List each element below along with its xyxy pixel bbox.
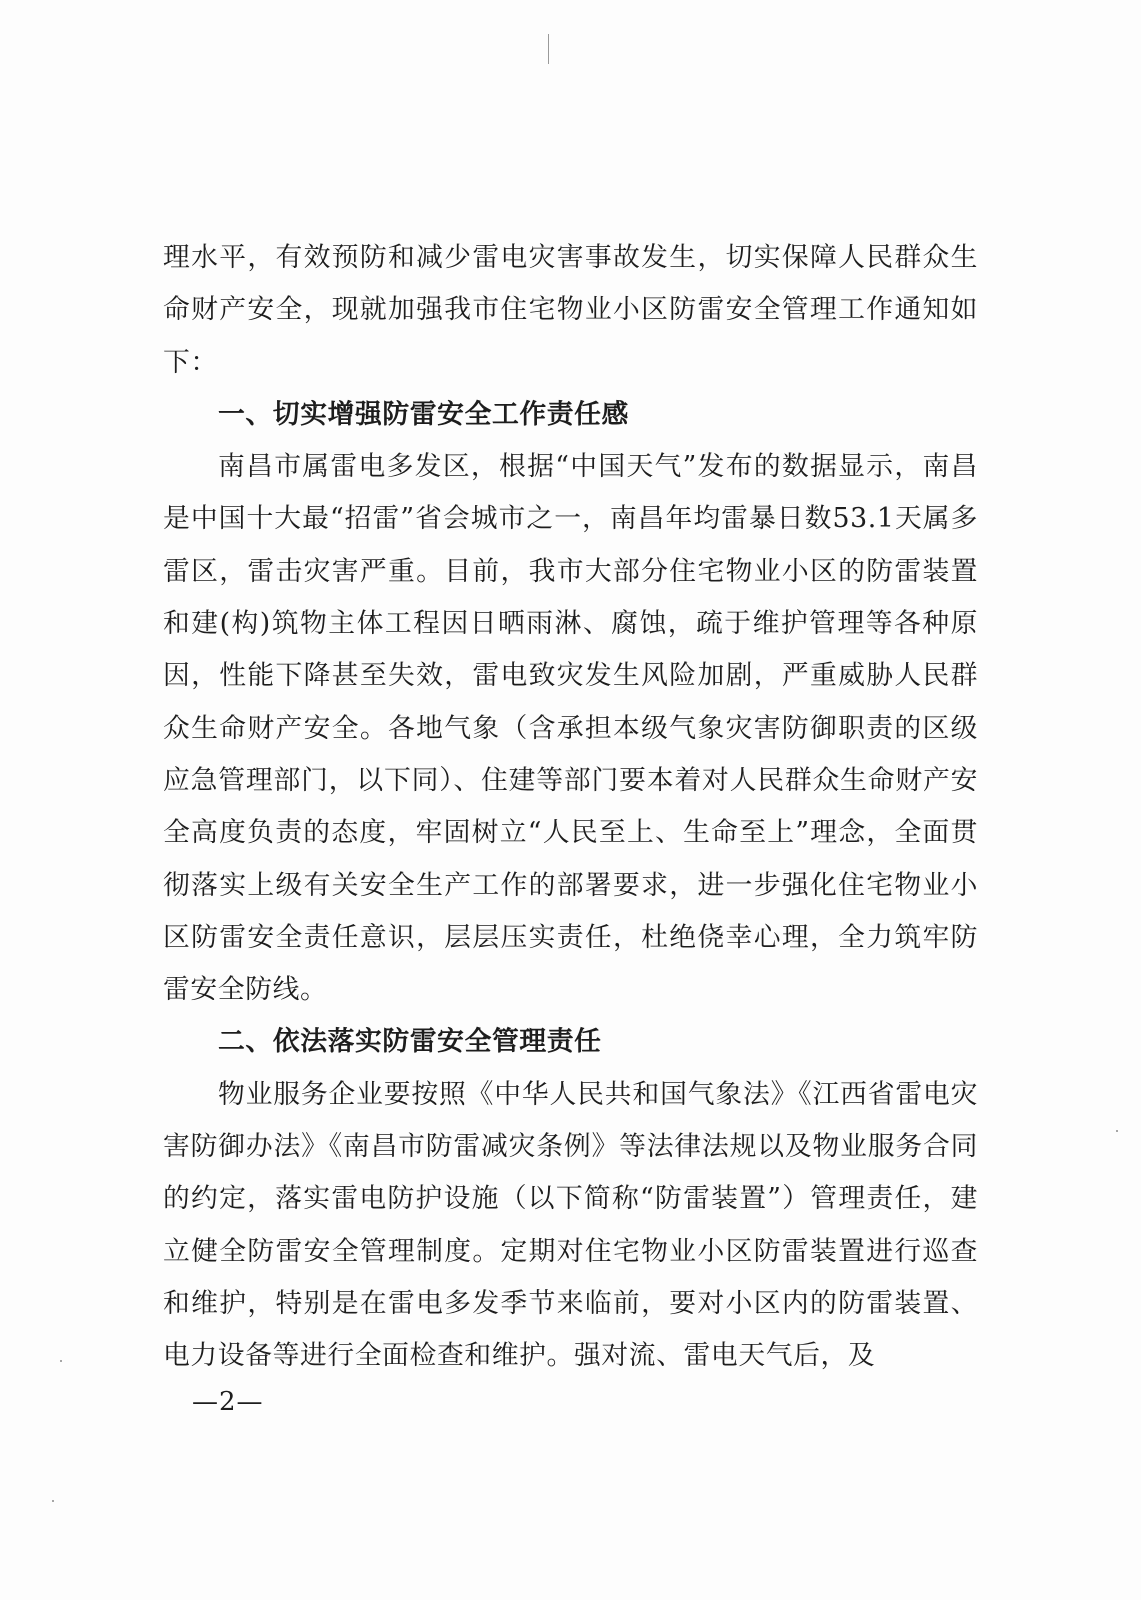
section-2-paragraph: 物业服务企业要按照《中华人民共和国气象法》《江西省雷电灾害防御办法》《南昌市防雷减灾条例》等法律法规以及物业服务合同的约定，落实雷电防护设施（以下简称“防雷装置”）管理责任，建立健全防雷安全管理制度。定期对住宅物业小区防雷装置进行巡查和维护，特别是在雷电多发季节来临前，要对小区内的防雷装置、电力设备等进行全面检查和维护。强对流、雷电天气后，及 (163, 1078, 978, 1372)
scan-artifact-dot (1116, 1130, 1118, 1132)
scan-artifact-dot (60, 1360, 62, 1362)
scan-artifact-dot (52, 1500, 54, 1502)
page-number: —2— (192, 1387, 264, 1417)
section-1-paragraph: 南昌市属雷电多发区，根据“中国天气”发布的数据显示，南昌是中国十大最“招雷”省会城市之一，南昌年均雷暴日数53.1天属多雷区，雷击灾害严重。目前，我市大部分住宅物业小区的防雷装置和建(构)筑物主体工程因日晒雨淋、腐蚀，疏于维护管理等各种原因，性能下降甚至失效，雷电致灾发生风险加剧，严重威胁人民群众生命财产安全。各地气象（含承担本级气象灾害防御职责的区级应急管理部门，以下同）、住建等部门要本着对人民群众生命财产安全高度负责的态度，牢固树立“人民至上、生命至上”理念，全面贯彻落实上级有关安全生产工作的部署要求，进一步强化住宅物业小区防雷安全责任意识，层层压实责任，杜绝侥幸心理，全力筑牢防雷安全防线。 (163, 451, 978, 1006)
document-body (163, 232, 978, 1383)
section-heading-responsibility-awareness: 一、切实增强防雷安全工作责任感 (218, 398, 629, 430)
scan-artifact-line (548, 34, 549, 64)
intro-paragraph: 理水平，有效预防和减少雷电灾害事故发生，切实保障人民群众生命财产安全，现就加强我市住宅物业小区防雷安全管理工作通知如下： (163, 242, 978, 378)
section-heading-management-responsibility: 二、依法落实防雷安全管理责任 (218, 1026, 602, 1058)
